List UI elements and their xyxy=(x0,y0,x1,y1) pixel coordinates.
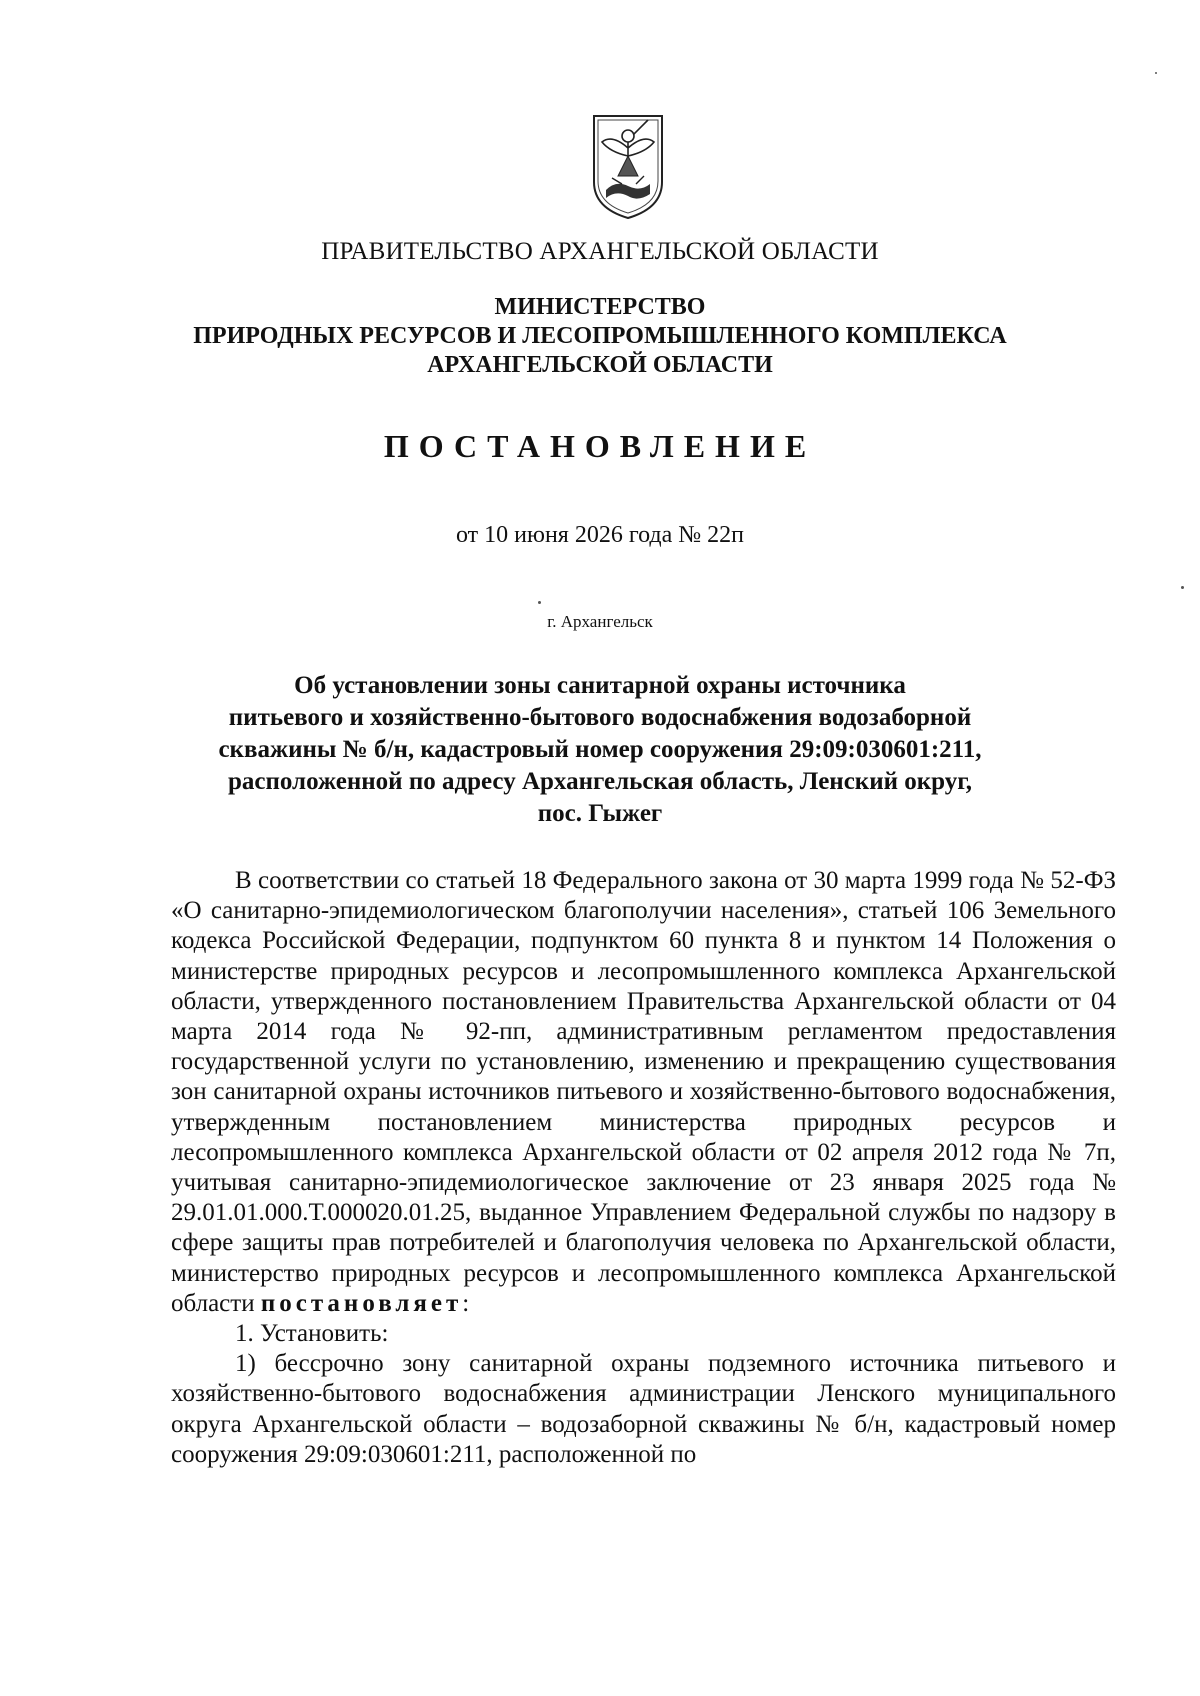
document-date-number: от 10 июня 2026 года № 22п xyxy=(456,522,744,548)
ministry-line: ПРИРОДНЫХ РЕСУРСОВ И ЛЕСОПРОМЫШЛЕННОГО КОМПЛЕКСА xyxy=(193,323,1007,349)
preamble-paragraph xyxy=(171,866,1116,1319)
document-title xyxy=(200,670,1000,830)
resolves-word: постановляет xyxy=(260,1289,463,1317)
title-line: пос. Гыжег xyxy=(537,800,663,827)
ministry-name xyxy=(0,293,1200,380)
ministry-line: АРХАНГЕЛЬСКОЙ ОБЛАСТИ xyxy=(427,352,773,378)
title-line: Об установлении зоны санитарной охраны источника xyxy=(294,672,906,699)
title-line: расположенной по адресу Архангельская область, Ленский округ, xyxy=(227,768,973,795)
document-city: г. Архангельск xyxy=(547,612,653,631)
title-line: скважины № б/н, кадастровый номер сооружения 29:09:030601:211, xyxy=(218,736,982,763)
ministry-line: МИНИСТЕРСТВО xyxy=(494,294,706,320)
scan-speck xyxy=(1181,586,1184,589)
arkhangelsk-coat-of-arms-icon xyxy=(588,112,668,222)
resolves-punct: : xyxy=(462,1289,470,1317)
item-1: 1. Установить: xyxy=(235,1320,389,1348)
document-type: ПОСТАНОВЛЕНИЕ xyxy=(383,428,817,464)
title-line: питьевого и хозяйственно-бытового водоснабжения водозаборной xyxy=(228,704,972,731)
item-1-1: 1) бессрочно зону санитарной охраны подземного источника питьевого и хозяйственно-бытового водоснабжения администрации Ленского муниципального округа Архангельской области – водозаборной скважины № б/н, кадастровый номер сооружения 29:09:030601:211, расположенной по xyxy=(171,1350,1116,1468)
preamble-text: В соответствии со статьей 18 Федерального закона от 30 марта 1999 года № 52-ФЗ «О санитарно-эпидемиологическом благополучии населения», статьей 106 Земельного кодекса Российской Федерации, подпунктом 60 пункта 8 и пунктом 14 Положения о министерстве природных ресурсов и лесопромышленного комплекса Архангельской области, утвержденного постановлением Правительства Архангельской области от 04 марта 2014 года № 92-пп, административным регламентом предоставления государственной услуги по установлению, изменению и прекращению существования зон санитарной охраны источников питьевого и хозяйственно-бытового водоснабжения, утвержденным постановлением министерства природных ресурсов и лесопромышленного комплекса Архангельской области от 02 апреля 2012 года № 7п, учитывая санитарно-эпидемиологическое заключение от 23 января 2025 года № 29.01.01.000.Т.000020.01.25, выданное Управлением Федеральной службы по надзору в сфере защиты прав потребителей и благополучия человека по Архангельской области, министерство природных ресурсов и лесопромышленного комплекса Архангельской области xyxy=(171,867,1116,1317)
scan-speck xyxy=(1155,72,1157,74)
document-body xyxy=(171,866,1116,1470)
government-name: ПРАВИТЕЛЬСТВО АРХАНГЕЛЬСКОЙ ОБЛАСТИ xyxy=(321,238,879,265)
scan-speck xyxy=(538,601,541,604)
